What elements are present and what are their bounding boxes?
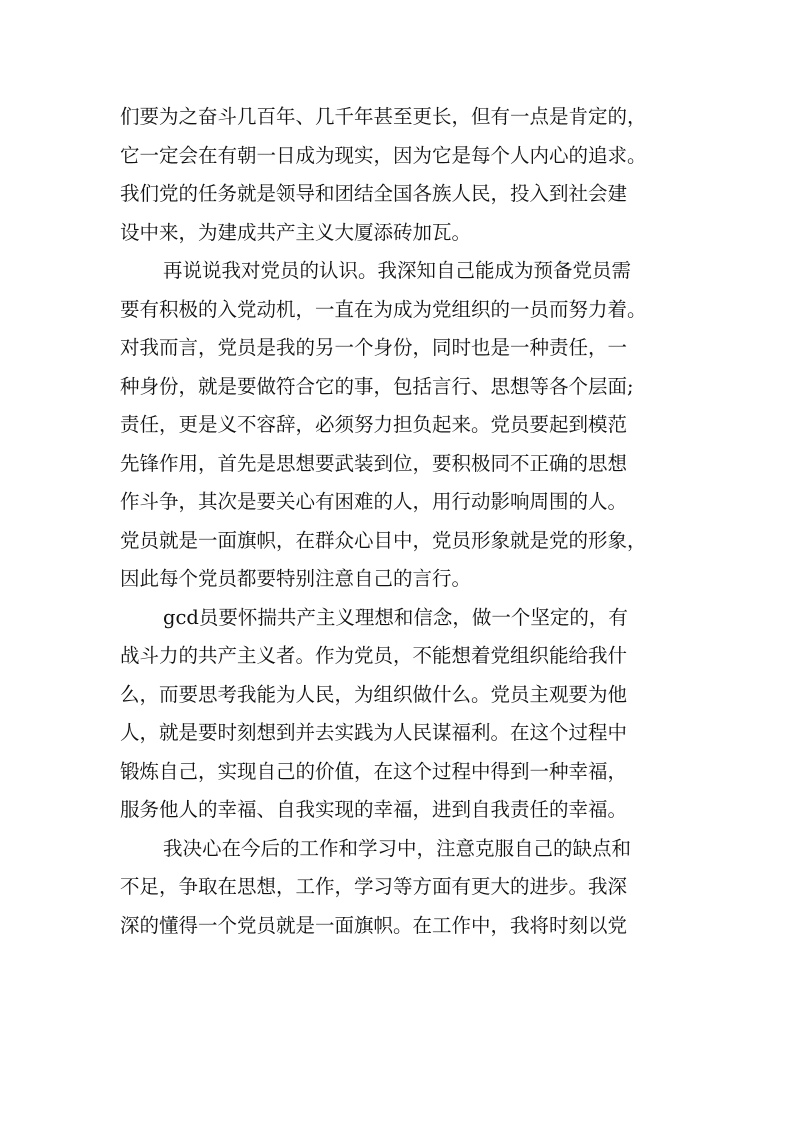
paragraph-first-line: 再说说我对党员的认识。我深知自己能成为预备党员需 [163, 259, 632, 282]
text-line: 战斗力的共产主义者。作为党员，不能想着党组织能给我什 [120, 644, 628, 667]
text-line: 作斗争，其次是要关心有困难的人，用行动影响周围的人。 [120, 490, 628, 513]
text-line: 深的懂得一个党员就是一面旗帜。在工作中，我将时刻以党 [120, 913, 628, 937]
text-line: 种身份，就是要做符合它的事，包括言行、思想等各个层面; [120, 374, 634, 398]
paragraph-first-line: gcd员要怀揣共产主义理想和信念，做一个坚定的，有 [163, 605, 628, 629]
text-line: 不足，争取在思想，工作，学习等方面有更大的进步。我深 [120, 875, 628, 898]
text-line: 人，就是要时刻想到并去实践为人民谋福利。在这个过程中 [120, 721, 628, 744]
text-line: 因此每个党员都要特别注意自己的言行。 [120, 567, 472, 590]
text-line: 们要为之奋斗几百年、几千年甚至更长，但有一点是肯定的， [120, 105, 647, 128]
text-line: 对我而言，党员是我的另一个身份，同时也是一种责任，一 [120, 336, 628, 359]
text-line: 服务他人的幸福、自我实现的幸福，进到自我责任的幸福。 [120, 798, 628, 821]
text-line: 我们党的任务就是领导和团结全国各族人民，投入到社会建 [120, 182, 628, 205]
text-line: 先锋作用，首先是思想要武装到位，要积极同不正确的思想 [120, 451, 628, 475]
text-line: 锻炼自己，实现自己的价值，在这个过程中得到一种幸福， [120, 759, 628, 783]
text-line: 党员就是一面旗帜，在群众心目中，党员形象就是党的形象， [120, 528, 647, 552]
document-body [120, 98, 685, 945]
text-line: 责任，更是义不容辞，必须努力担负起来。党员要起到模范 [120, 413, 628, 436]
text-line: 设中来，为建成共产主义大厦添砖加瓦。 [120, 220, 472, 244]
paragraph-first-line: 我决心在今后的工作和学习中，注意克服自己的缺点和 [163, 836, 632, 860]
text-line: 么，而要思考我能为人民，为组织做什么。党员主观要为他 [120, 682, 628, 706]
text-line: 它一定会在有朝一日成为现实，因为它是每个人内心的追求。 [120, 143, 647, 167]
text-line: 要有积极的入党动机，一直在为成为党组织的一员而努力着。 [120, 297, 647, 321]
